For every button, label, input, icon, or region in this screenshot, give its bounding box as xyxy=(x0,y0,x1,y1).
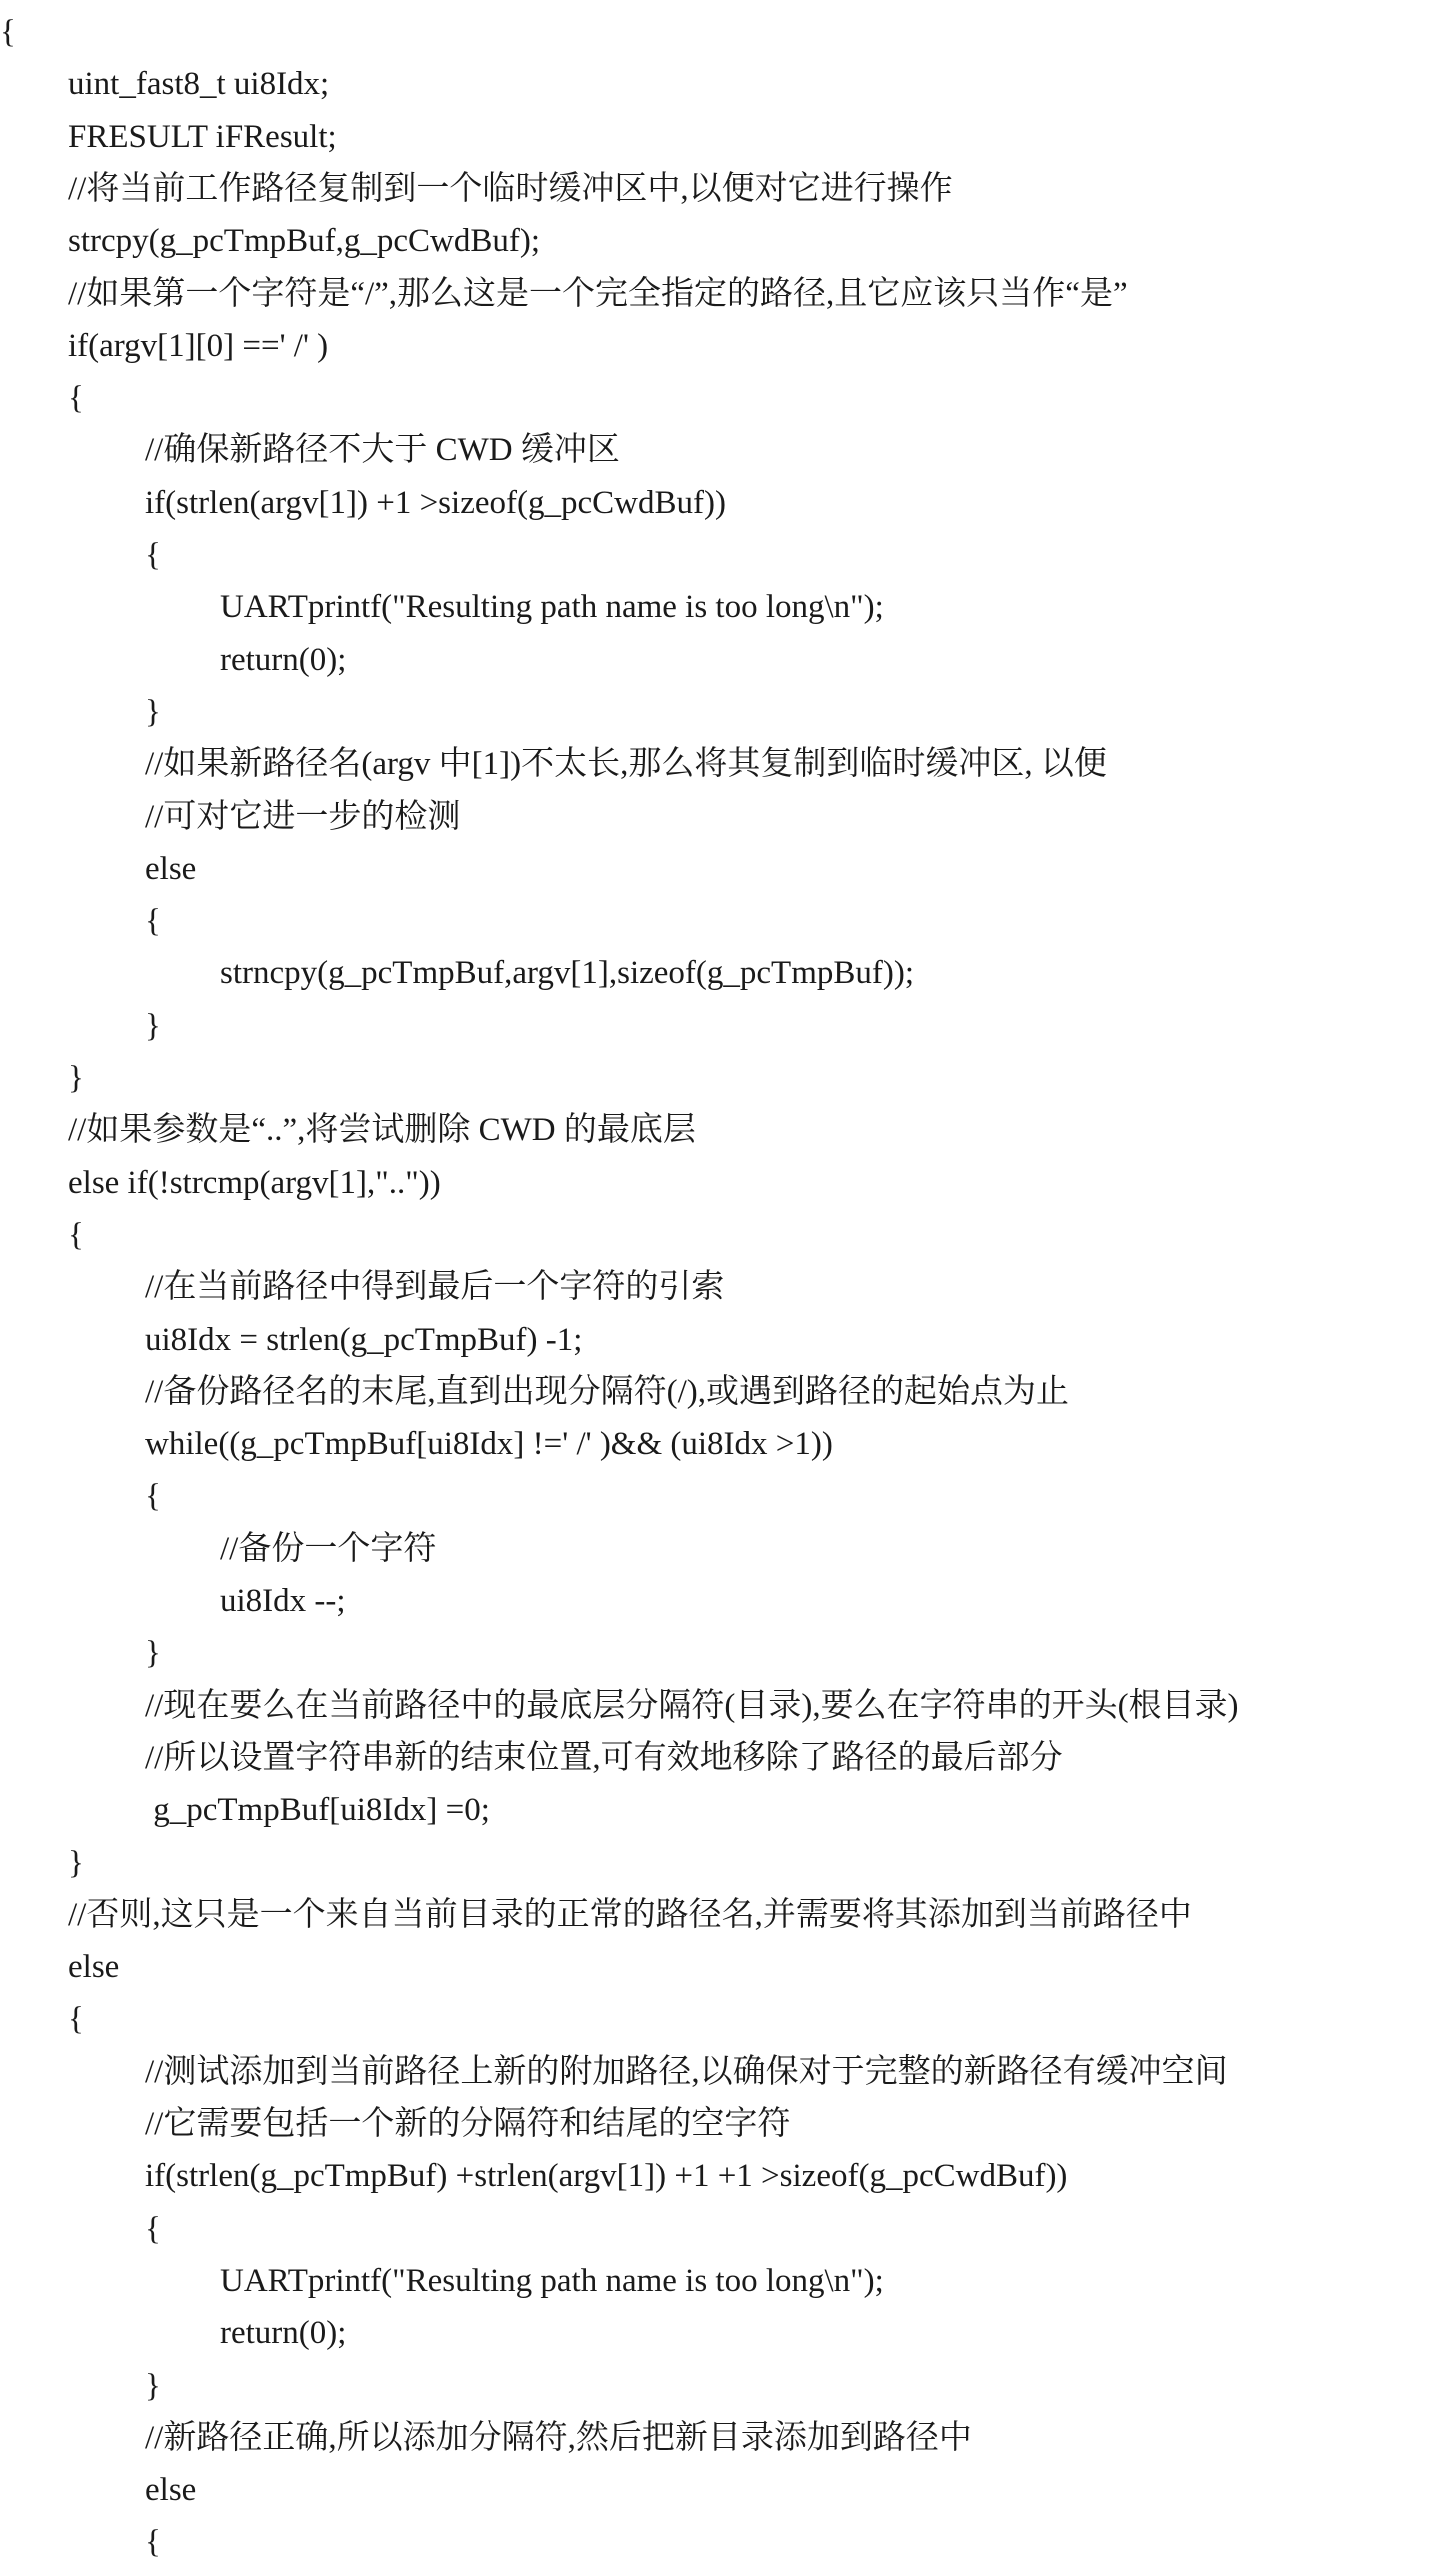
code-line: { xyxy=(145,903,161,940)
code-comment-line: //测试添加到当前路径上新的附加路径,以确保对于完整的新路径有缓冲空间 xyxy=(145,2053,1228,2090)
code-line: } xyxy=(145,1635,161,1672)
code-comment-line: //现在要么在当前路径中的最底层分隔符(目录),要么在字符串的开头(根目录) xyxy=(145,1687,1239,1724)
code-line: else xyxy=(145,850,197,887)
code-comment-line: //将当前工作路径复制到一个临时缓冲区中,以便对它进行操作 xyxy=(68,170,953,207)
code-line: UARTprintf("Resulting path name is too long\n"); xyxy=(220,2262,884,2299)
code-line: } xyxy=(68,1844,84,1881)
code-line: strcpy(g_pcTmpBuf,g_pcCwdBuf); xyxy=(68,223,541,260)
code-comment-line: //备份一个字符 xyxy=(220,1530,437,1567)
code-line: ui8Idx --; xyxy=(220,1583,346,1619)
code-comment-line: //如果参数是“..”,将尝试删除 CWD 的最底层 xyxy=(68,1112,696,1149)
code-comment-line: //所以设置字符串新的结束位置,可有效地移除了路径的最后部分 xyxy=(145,1739,1063,1776)
code-line: return(0); xyxy=(220,2315,347,2352)
code-line: { xyxy=(145,2524,161,2561)
code-comment-line: //新路径正确,所以添加分隔符,然后把新目录添加到路径中 xyxy=(145,2419,972,2456)
code-line: } xyxy=(145,2367,161,2404)
code-line: return(0); xyxy=(220,641,347,678)
code-line: ui8Idx = strlen(g_pcTmpBuf) -1; xyxy=(145,1321,583,1358)
code-line: { xyxy=(145,1478,161,1515)
code-comment-line: //如果新路径名(argv 中[1])不太长,那么将其复制到临时缓冲区, 以便 xyxy=(145,746,1107,783)
code-line: } xyxy=(145,1007,161,1044)
code-line: UARTprintf("Resulting path name is too long\n"); xyxy=(220,589,884,626)
code-line: g_pcTmpBuf[ui8Idx] =0; xyxy=(145,1792,490,1829)
code-line: else xyxy=(145,2472,197,2509)
code-line: { xyxy=(145,2210,161,2247)
code-comment-line: //可对它进一步的检测 xyxy=(145,798,461,835)
code-line: { xyxy=(68,380,84,417)
code-line: { xyxy=(0,14,16,50)
code-comment-line: //否则,这只是一个来自当前目录的正常的路径名,并需要将其添加到当前路径中 xyxy=(68,1896,1192,1933)
code-line: else if(!strcmp(argv[1],"..")) xyxy=(68,1164,441,1201)
code-line: { xyxy=(68,1216,84,1253)
code-line: strncpy(g_pcTmpBuf,argv[1],sizeof(g_pcTmpBuf)); xyxy=(220,955,915,992)
code-line: uint_fast8_t ui8Idx; xyxy=(68,66,330,103)
code-line: if(argv[1][0] ==' /' ) xyxy=(68,327,329,364)
code-comment-line: //确保新路径不大于 CWD 缓冲区 xyxy=(145,432,620,469)
code-line: { xyxy=(68,2001,84,2038)
code-line: while((g_pcTmpBuf[ui8Idx] !=' /' )&& (ui8Idx >1)) xyxy=(145,1426,833,1463)
code-comment-line: //它需要包括一个新的分隔符和结尾的空字符 xyxy=(145,2106,791,2142)
code-line: else xyxy=(68,1949,120,1986)
code-line: if(strlen(g_pcTmpBuf) +strlen(argv[1]) +1 +1 >sizeof(g_pcCwdBuf)) xyxy=(145,2158,1068,2195)
code-comment-line: //在当前路径中得到最后一个字符的引索 xyxy=(145,1269,725,1306)
code-line: if(strlen(argv[1]) +1 >sizeof(g_pcCwdBuf)) xyxy=(145,484,726,521)
code-line: { xyxy=(145,537,161,573)
code-line: } xyxy=(145,693,161,730)
code-comment-line: //如果第一个字符是“/”,那么这是一个完全指定的路径,且它应该只当作“是” xyxy=(68,275,1128,312)
code-line: } xyxy=(68,1060,84,1096)
code-comment-line: //备份路径名的末尾,直到出现分隔符(/),或遇到路径的起始点为止 xyxy=(145,1373,1069,1410)
code-line: FRESULT iFResult; xyxy=(68,118,337,155)
